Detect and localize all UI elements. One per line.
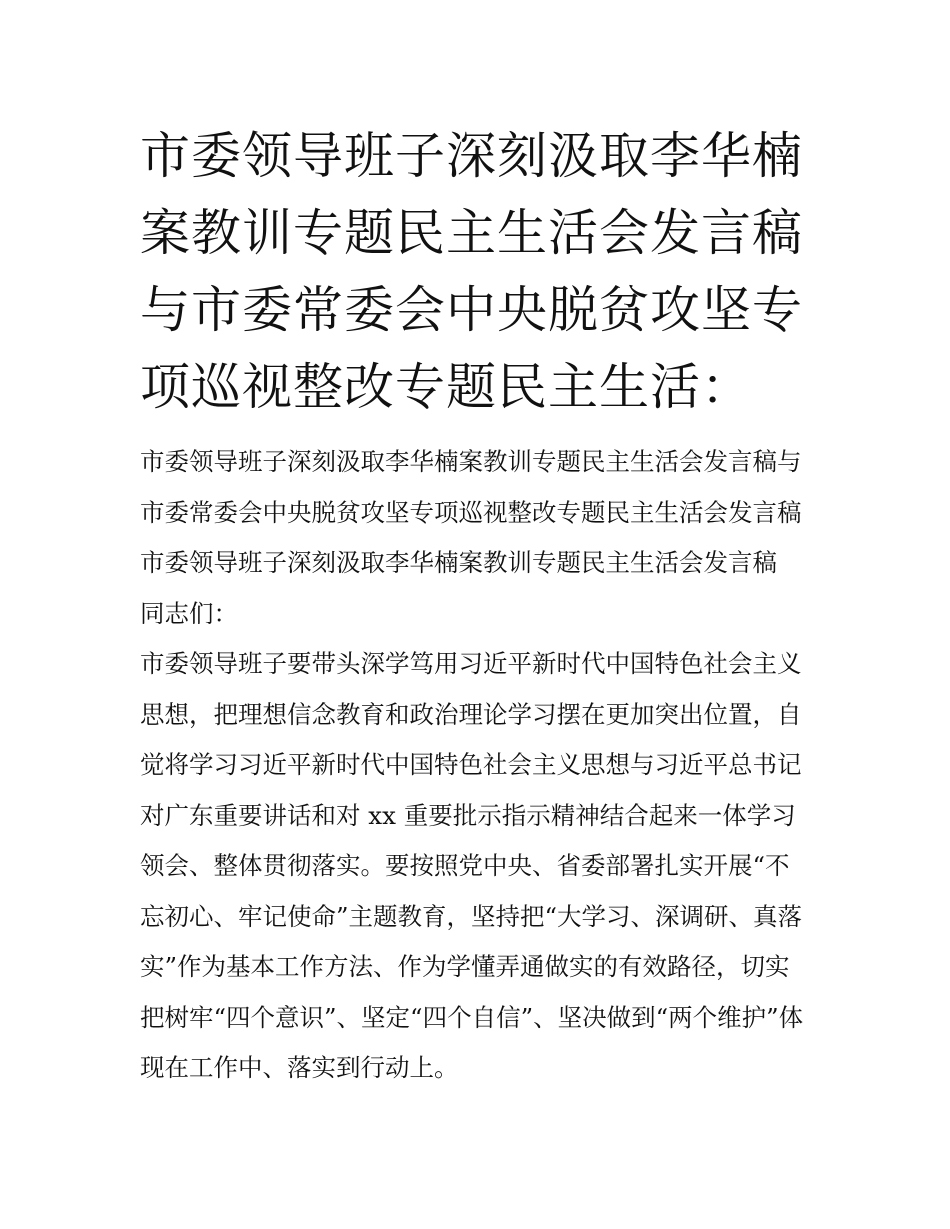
document-body [140,437,830,1094]
title-line-3: 与市委常委会中央脱贫攻坚专 [140,281,803,339]
paragraph-line-1: 市委领导班子要带头深学笃用习近平新时代中国特色社会主义 [140,649,802,678]
subtitle-line-1: 市委领导班子深刻汲取李华楠案教训专题民主生活会发言稿与 [140,447,802,476]
paragraph-line-8: 把树牢“四个意识”、坚定“四个自信”、坚决做到“两个维护”体 [140,1002,804,1032]
salutation: 同志们： [140,598,238,628]
paragraph-line-2: 思想，把理想信念教育和政治理论学习摆在更加突出位置，自 [140,699,802,729]
paragraph-line-4: 对广东重要讲话和对 xx 重要批示指示精神结合起来一体学习 [140,800,796,830]
paragraph-line-9: 现在工作中、落实到行动上。 [140,1053,459,1082]
paragraph-line-5: 领会、整体贯彻落实。要按照党中央、省委部署扎实开展“不 [140,851,790,880]
title-line-4: 项巡视整改专题民主生活： [140,358,752,416]
title-line-1: 市委领导班子深刻汲取李华楠 [140,127,803,185]
document-title [140,118,830,426]
paragraph-line-7: 实”作为基本工作方法、作为学懂弄通做实的有效路径，切实 [140,952,790,981]
title-line-2: 案教训专题民主生活会发言稿 [140,204,803,262]
section-heading: 市委领导班子深刻汲取李华楠案教训专题民主生活会发言稿 [140,548,777,577]
paragraph-line-6: 忘初心、牢记使命”主题教育，坚持把“大学习、深调研、真落 [140,901,803,931]
subtitle-line-2: 市委常委会中央脱贫攻坚专项巡视整改专题民主生活会发言稿 [140,497,802,527]
paragraph-line-3: 觉将学习习近平新时代中国特色社会主义思想与习近平总书记 [140,750,802,779]
